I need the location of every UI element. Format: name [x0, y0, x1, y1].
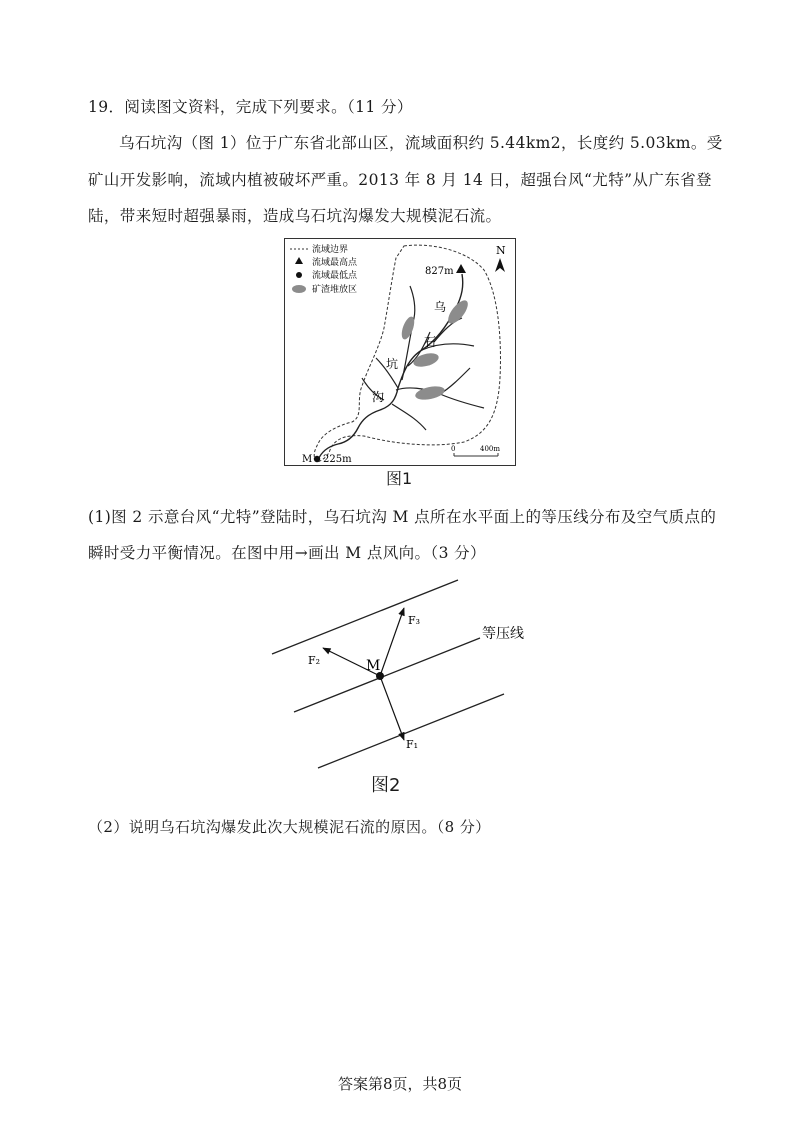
isobar-line-bottom	[318, 694, 504, 768]
force-f3-arrow	[380, 608, 404, 676]
figure-2-caption: 图2	[371, 775, 401, 796]
highest-point-marker	[456, 264, 466, 273]
question-paragraph-line-3: 陆，带来短时超强暴雨，造成乌石坑沟爆发大规模泥石流。	[88, 207, 502, 225]
question-header: 19．阅读图文资料，完成下列要求。（11 分）	[88, 98, 413, 116]
force-f1-label: F₁	[406, 738, 419, 751]
lowest-elevation-label: 225m	[323, 454, 352, 465]
legend-boundary-label: 流域边界	[312, 245, 349, 255]
force-diagram-svg	[268, 570, 524, 770]
river-name-char: 沟	[372, 390, 385, 404]
tributary	[392, 404, 426, 430]
force-f3-label: F₃	[408, 614, 421, 627]
part-2-question: （2）说明乌石坑沟爆发此次大规模泥石流的原因。（8 分）	[88, 818, 491, 836]
legend-slag-symbol	[292, 285, 306, 293]
scale-end-label: 400m	[480, 445, 500, 453]
river-name-char: 石	[424, 335, 437, 349]
legend-slag-label: 矿渣堆放区	[312, 285, 358, 295]
scale-start-label: 0	[451, 445, 456, 453]
north-arrow-icon	[495, 258, 505, 272]
isobar-line-top	[272, 580, 458, 654]
isobar-label: 等压线	[482, 626, 524, 642]
figure-2-diagram	[268, 570, 524, 770]
page-footer: 答案第8页，共8页	[337, 1075, 463, 1093]
question-paragraph-line-2: 矿山开发影响，流域内植被破坏严重。2013 年 8 月 14 日，超强台风“尤特”从广东省登	[88, 171, 712, 189]
question-paragraph-line-1: 乌石坑沟（图 1）位于广东省北部山区，流域面积约 5.44km2，长度约 5.03km。受	[119, 134, 723, 152]
part-1-line-1: (1)图 2 示意台风“尤特”登陆时，乌石坑沟 M 点所在水平面上的等压线分布及空气质点的	[88, 508, 717, 526]
north-label: N	[496, 244, 506, 257]
point-m-label: M	[366, 658, 381, 674]
slag-area	[414, 384, 446, 402]
watershed-map-svg	[284, 238, 516, 466]
legend-highest-label: 流域最高点	[312, 258, 358, 268]
lowest-point-marker	[314, 456, 320, 462]
legend-highest-symbol	[295, 257, 303, 264]
figure-1-caption: 图1	[386, 469, 413, 488]
part-1-line-2: 瞬时受力平衡情况。在图中用→画出 M 点风向。（3 分）	[88, 544, 486, 562]
figure-1-map	[284, 238, 516, 466]
river-name-char: 坑	[386, 357, 399, 371]
force-f1-arrow	[380, 676, 404, 740]
legend-lowest-label: 流域最低点	[312, 271, 358, 281]
isobar-line-middle	[294, 638, 480, 712]
force-f2-label: F₂	[308, 654, 321, 667]
legend-lowest-symbol	[296, 272, 302, 278]
river-name-char: 乌	[434, 300, 447, 314]
highest-elevation-label: 827m	[425, 266, 454, 277]
lowest-point-label: M	[302, 454, 313, 465]
